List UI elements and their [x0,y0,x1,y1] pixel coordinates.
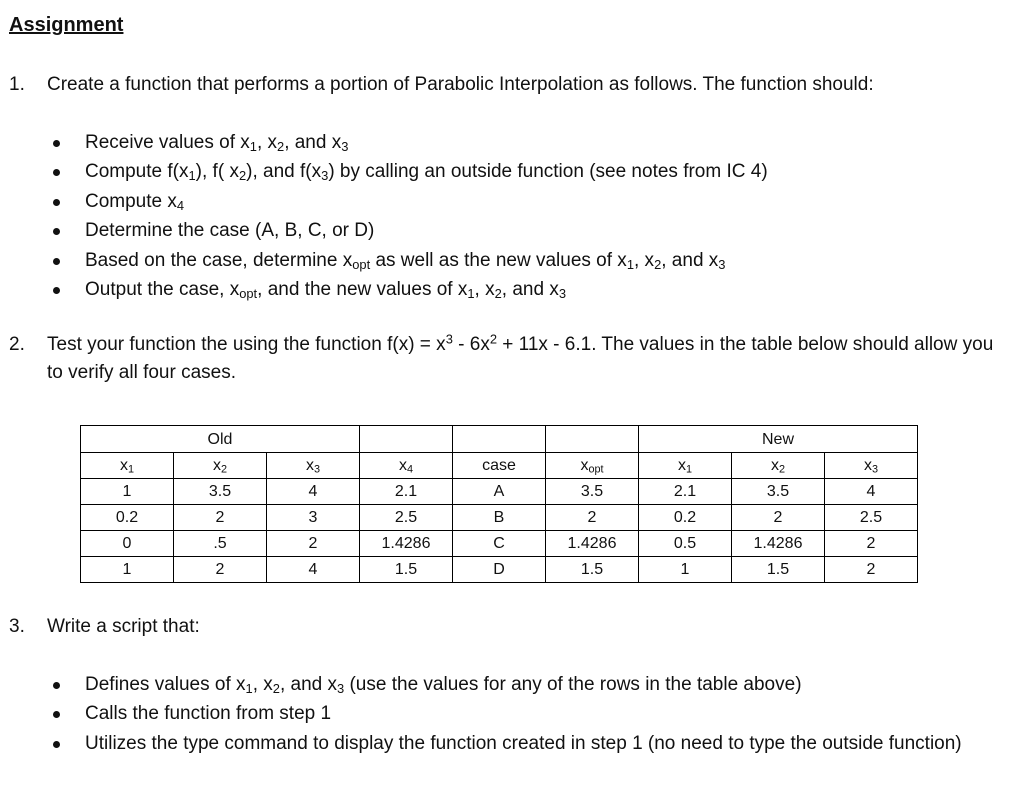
bullet-item: Determine the case (A, B, C, or D) [47,216,1005,245]
old-group-header: Old [81,426,360,453]
table-cell: B [453,505,546,531]
bullet-item: Utilizes the type command to display the function created in step 1 (no need to type the outside function) [47,729,1005,758]
table-cell: 4 [267,479,360,505]
table-cell: 1 [81,557,174,583]
column-header: $x_3$ [825,453,918,479]
table-cell: 0.2 [639,505,732,531]
table-cell: 0 [81,531,174,557]
bullet-item: Compute $x_4$ [47,187,1005,216]
table-cell: 2 [825,557,918,583]
question-1-bullet-list [47,128,1005,304]
table-cell: 2.1 [360,479,453,505]
assignment-title: Assignment [9,14,124,36]
column-header: $x_1$ [81,453,174,479]
bullet-item: Calls the function from step 1 [47,699,1005,728]
table-cell: 3 [267,505,360,531]
table-cell: A [453,479,546,505]
question-1 [9,71,1009,99]
empty-group-cell [360,426,453,453]
table-row [81,479,918,505]
question-3-text: Write a script that: [47,616,200,637]
table-cell: 2 [267,531,360,557]
new-group-header: New [639,426,918,453]
empty-group-cell [546,426,639,453]
table-cell: 2 [732,505,825,531]
question-3-number: 3. [9,616,25,637]
empty-group-cell [453,426,546,453]
bullet-item: Based on the case, determine $x_{opt}$ as well as the new values of $x_1$, $x_2$, and $x_3$ [47,246,1005,275]
table-cell: 2 [174,505,267,531]
table-cell: 1 [639,557,732,583]
table-cell: 2.1 [639,479,732,505]
column-header: $x_2$ [732,453,825,479]
question-2-text: Test your function the using the function $f(x) = x^3 - 6x^2 + 11x - 6.1$. The values in the table below should allow you to verify all four cases. [47,331,994,383]
table-cell: 1 [81,479,174,505]
table-cell: C [453,531,546,557]
table-cell: 0.5 [639,531,732,557]
table-cell: 1.5 [732,557,825,583]
table-cell: 1.5 [546,557,639,583]
table-row [81,531,918,557]
bullet-item: Receive values of $x_1$, $x_2$, and $x_3$ [47,128,1005,157]
table-cell: 0.2 [81,505,174,531]
column-header: case [453,453,546,479]
table-cell: 1.4286 [360,531,453,557]
table-cell: 2.5 [825,505,918,531]
column-header: $x_3$ [267,453,360,479]
table-cell: .5 [174,531,267,557]
column-header: $x_1$ [639,453,732,479]
table-header-row [81,453,918,479]
bullet-item: Defines values of $x_1$, $x_2$, and $x_3$ (use the values for any of the rows in the table above) [47,670,1005,699]
column-header: $x_4$ [360,453,453,479]
table-group-header-row [81,426,918,453]
table-cell: 3.5 [546,479,639,505]
question-3 [9,613,1009,641]
bullet-item: Output the case, $x_{opt}$, and the new values of $x_1$, $x_2$, and $x_3$ [47,275,1005,304]
interpolation-cases-table [80,425,918,583]
table-cell: D [453,557,546,583]
question-1-number: 1. [9,74,25,95]
table-cell: 2.5 [360,505,453,531]
table-cell: 1.4286 [546,531,639,557]
table-cell: 3.5 [732,479,825,505]
question-2-number: 2. [9,334,25,355]
table-cell: 4 [267,557,360,583]
table-cell: 4 [825,479,918,505]
table-cell: 2 [174,557,267,583]
bullet-item: Compute $f(x_1)$, f( $x_2$), and $f(x_3)$ by calling an outside function (see notes from IC 4) [47,157,1005,186]
table-cell: 1.4286 [732,531,825,557]
table-cell: 3.5 [174,479,267,505]
table-row [81,557,918,583]
question-3-bullet-list [47,670,1005,758]
question-1-text: Create a function that performs a portion of Parabolic Interpolation as follows. The function should: [47,74,874,95]
table-cell: 2 [825,531,918,557]
table-cell: 2 [546,505,639,531]
table-row [81,505,918,531]
column-header: $x_2$ [174,453,267,479]
table-cell: 1.5 [360,557,453,583]
question-2 [9,331,1009,387]
column-header: $x_{opt}$ [546,453,639,479]
